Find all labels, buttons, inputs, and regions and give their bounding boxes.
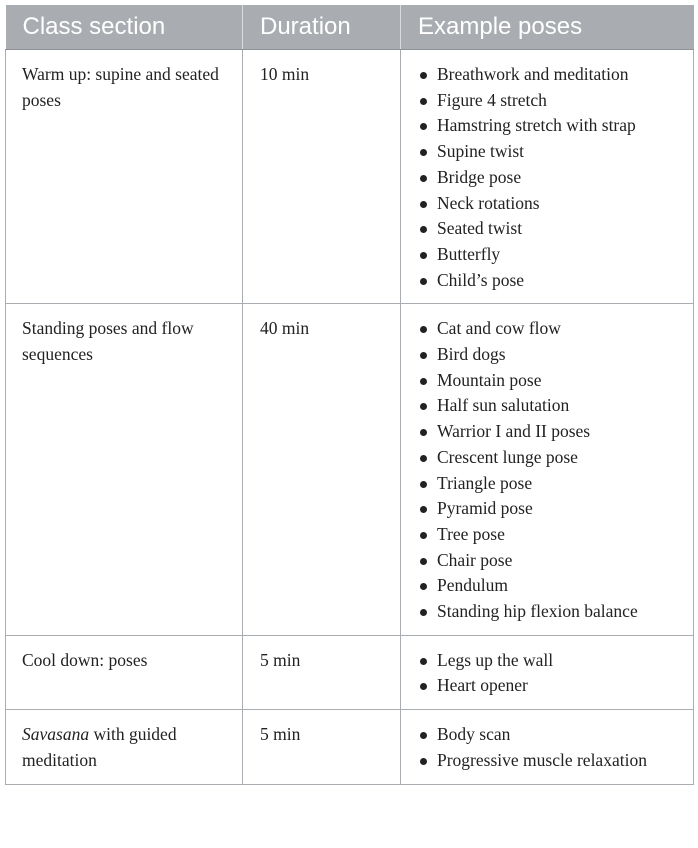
poses-cell — [401, 304, 694, 635]
table-body — [6, 50, 694, 785]
savasana-term: Savasana — [22, 724, 90, 745]
pose-item: Neck rotations — [417, 191, 681, 217]
class-section-cell: Cool down: poses — [6, 635, 243, 709]
pose-list — [417, 62, 681, 293]
header-duration: Duration — [243, 5, 401, 50]
table-row — [6, 635, 694, 709]
pose-item: Heart opener — [417, 673, 681, 699]
duration-cell: 5 min — [243, 710, 401, 784]
class-section-cell: Warm up: supine and seated poses — [6, 50, 243, 304]
pose-item: Crescent lunge pose — [417, 445, 681, 471]
pose-item: Breathwork and meditation — [417, 62, 681, 88]
table-row — [6, 50, 694, 304]
pose-list — [417, 648, 681, 699]
header-class-section: Class section — [6, 5, 243, 50]
pose-list — [417, 316, 681, 624]
pose-item: Progressive muscle relaxation — [417, 748, 681, 774]
table-header — [6, 5, 694, 50]
pose-item: Mountain pose — [417, 368, 681, 394]
pose-item: Seated twist — [417, 216, 681, 242]
pose-item: Bird dogs — [417, 342, 681, 368]
pose-item: Butterfly — [417, 242, 681, 268]
pose-list — [417, 722, 681, 773]
duration-cell: 10 min — [243, 50, 401, 304]
pose-item: Chair pose — [417, 548, 681, 574]
duration-cell: 40 min — [243, 304, 401, 635]
pose-item: Warrior I and II poses — [417, 419, 681, 445]
duration-cell: 5 min — [243, 635, 401, 709]
yoga-class-table — [5, 5, 694, 785]
pose-item: Hamstring stretch with strap — [417, 113, 681, 139]
pose-item: Triangle pose — [417, 471, 681, 497]
poses-cell — [401, 50, 694, 304]
pose-item: Standing hip flexion balance — [417, 599, 681, 625]
pose-item: Legs up the wall — [417, 648, 681, 674]
pose-item: Supine twist — [417, 139, 681, 165]
pose-item: Figure 4 stretch — [417, 88, 681, 114]
pose-item: Body scan — [417, 722, 681, 748]
header-example-poses: Example poses — [401, 5, 694, 50]
table-row — [6, 710, 694, 784]
pose-item: Pendulum — [417, 573, 681, 599]
poses-cell — [401, 710, 694, 784]
pose-item: Tree pose — [417, 522, 681, 548]
class-section-text: with guided meditation — [22, 724, 177, 770]
class-section-cell: Standing poses and flow sequences — [6, 304, 243, 635]
header-row — [6, 5, 694, 50]
poses-cell — [401, 635, 694, 709]
pose-item: Bridge pose — [417, 165, 681, 191]
class-section-cell — [6, 710, 243, 784]
pose-item: Child’s pose — [417, 268, 681, 294]
table-row — [6, 304, 694, 635]
pose-item: Cat and cow flow — [417, 316, 681, 342]
pose-item: Pyramid pose — [417, 496, 681, 522]
pose-item: Half sun salutation — [417, 393, 681, 419]
